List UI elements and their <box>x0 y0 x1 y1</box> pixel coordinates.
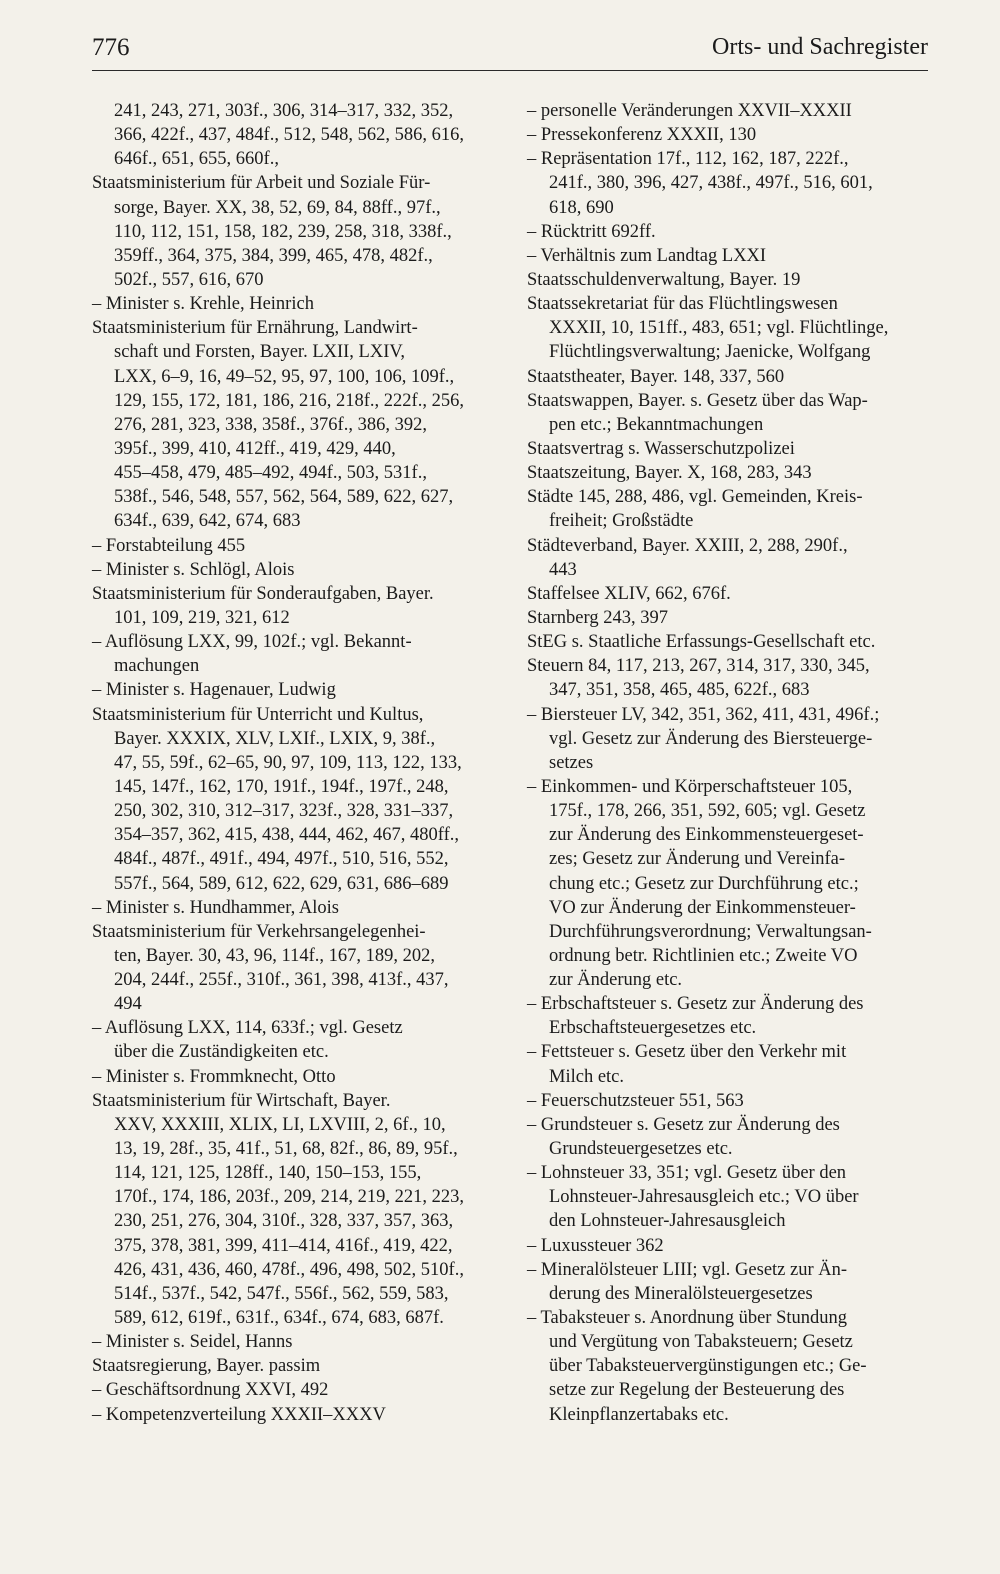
index-subentry: – Geschäftsordnung XXVI, 492 <box>92 1380 329 1401</box>
index-subentry: – Pressekonferenz XXXII, 130 <box>527 125 757 146</box>
index-continuation-line: 241, 243, 271, 303f., 306, 314–317, 332, 352, <box>114 101 454 121</box>
index-continuation-line: 395f., 399, 410, 412ff., 419, 429, 440, <box>114 438 396 459</box>
index-continuation-line: 13, 19, 28f., 35, 41f., 51, 68, 82f., 86, 89, 95f., <box>114 1139 458 1160</box>
index-continuation-line: 347, 351, 358, 465, 485, 622f., 683 <box>549 680 810 701</box>
index-subentry: – Einkommen- und Körperschaftsteuer 105, <box>527 776 853 797</box>
index-subentry: – Grundsteuer s. Gesetz zur Änderung des <box>527 1114 840 1135</box>
index-column-left <box>92 99 492 1427</box>
index-entry: Staatsministerium für Sonderaufgaben, Bayer. <box>92 583 434 604</box>
running-title: Orts- und Sachregister <box>712 34 928 60</box>
index-continuation-line: 589, 612, 619f., 631f., 634f., 674, 683, 687f. <box>114 1308 444 1329</box>
index-continuation-line: XXXII, 10, 151ff., 483, 651; vgl. Flüchtlinge, <box>549 318 889 339</box>
index-continuation-line: ten, Bayer. 30, 43, 96, 114f., 167, 189, 202, <box>114 945 435 966</box>
index-entry: Staatsvertrag s. Wasserschutzpolizei <box>527 438 795 459</box>
index-continuation-line: 170f., 174, 186, 203f., 209, 214, 219, 221, 223, <box>114 1187 464 1208</box>
index-subentry: – Minister s. Krehle, Heinrich <box>92 294 314 315</box>
index-continuation-line: Flüchtlingsverwaltung; Jaenicke, Wolfgang <box>549 342 871 363</box>
index-continuation-line: 250, 302, 310, 312–317, 323f., 328, 331–337, <box>114 801 454 822</box>
index-continuation-line: 204, 244f., 255f., 310f., 361, 398, 413f., 437, <box>114 970 449 991</box>
index-continuation-line: Bayer. XXXIX, XLV, LXIf., LXIX, 9, 38f., <box>114 728 436 749</box>
index-continuation-line: 557f., 564, 589, 612, 622, 629, 631, 686–689 <box>114 873 449 894</box>
index-continuation-line: 375, 378, 381, 399, 411–414, 416f., 419, 422, <box>114 1235 453 1256</box>
index-entry: Staatswappen, Bayer. s. Gesetz über das Wap- <box>527 390 868 411</box>
index-continuation-line: 47, 55, 59f., 62–65, 90, 97, 109, 113, 122, 133, <box>114 752 462 773</box>
index-continuation-line: 538f., 546, 548, 557, 562, 564, 589, 622, 627, <box>114 487 454 508</box>
page-number: 776 <box>92 34 130 61</box>
index-continuation-line: 634f., 639, 642, 674, 683 <box>114 511 301 532</box>
index-entry: Staatsministerium für Unterricht und Kultus, <box>92 704 424 725</box>
index-continuation-line: derung des Mineralölsteuergesetzes <box>549 1283 813 1304</box>
index-continuation-line: den Lohnsteuer-Jahresausgleich <box>549 1211 786 1232</box>
index-entry: Staatssekretariat für das Flüchtlingswesen <box>527 294 838 315</box>
index-continuation-line: chung etc.; Gesetz zur Durchführung etc.; <box>549 873 859 894</box>
index-subentry: – Kompetenzverteilung XXXII–XXXV <box>92 1404 386 1425</box>
index-continuation-line: 494 <box>114 994 142 1015</box>
index-entry: Staatsministerium für Ernährung, Landwirt- <box>92 318 418 339</box>
page-header <box>92 34 928 71</box>
index-subentry: – Forstabteilung 455 <box>92 535 246 556</box>
index-continuation-line: sorge, Bayer. XX, 38, 52, 69, 84, 88ff., 97f., <box>114 197 441 218</box>
index-continuation-line: 241f., 380, 396, 427, 438f., 497f., 516, 601, <box>549 173 873 194</box>
index-entry: Steuern 84, 117, 213, 267, 314, 317, 330, 345, <box>527 656 870 677</box>
index-subentry: – Feuerschutzsteuer 551, 563 <box>527 1090 744 1111</box>
index-continuation-line: VO zur Änderung der Einkommensteuer- <box>549 897 856 918</box>
index-column-right <box>527 99 937 1427</box>
index-continuation-line: 101, 109, 219, 321, 612 <box>114 607 290 628</box>
index-continuation-line: 110, 112, 151, 158, 182, 239, 258, 318, 338f., <box>114 221 452 242</box>
index-subentry: – Repräsentation 17f., 112, 162, 187, 222f., <box>527 149 849 170</box>
index-continuation-line: zur Änderung etc. <box>549 970 683 991</box>
index-subentry: – Lohnsteuer 33, 351; vgl. Gesetz über den <box>527 1163 847 1184</box>
index-continuation-line: 443 <box>549 559 577 580</box>
index-continuation-line: XXV, XXXIII, XLIX, LI, LXVIII, 2, 6f., 10, <box>114 1114 446 1135</box>
index-entry: Staatsministerium für Arbeit und Soziale Für- <box>92 173 431 194</box>
index-subentry: – Minister s. Seidel, Hanns <box>92 1332 293 1353</box>
index-subentry: – Minister s. Schlögl, Alois <box>92 559 295 580</box>
index-subentry: – Auflösung LXX, 114, 633f.; vgl. Gesetz <box>92 1018 403 1039</box>
index-subentry: – Minister s. Hagenauer, Ludwig <box>92 680 336 701</box>
index-continuation-line: LXX, 6–9, 16, 49–52, 95, 97, 100, 106, 109f., <box>114 366 455 387</box>
index-entry: Städte 145, 288, 486, vgl. Gemeinden, Kreis- <box>527 487 863 508</box>
index-continuation-line: 502f., 557, 616, 670 <box>114 269 264 290</box>
index-entry: StEG s. Staatliche Erfassungs-Gesellschaft etc. <box>527 632 876 653</box>
index-continuation-line: setzes <box>549 752 594 773</box>
index-continuation-line: 484f., 487f., 491f., 494, 497f., 510, 516, 552, <box>114 849 449 870</box>
index-continuation-line: Lohnsteuer-Jahresausgleich etc.; VO über <box>549 1187 859 1208</box>
index-entry: Staatstheater, Bayer. 148, 337, 560 <box>527 366 785 387</box>
index-continuation-line: machungen <box>114 656 200 677</box>
index-entry: Staatsregierung, Bayer. passim <box>92 1356 321 1377</box>
index-continuation-line: 354–357, 362, 415, 438, 444, 462, 467, 480ff., <box>114 825 459 846</box>
index-continuation-line: Milch etc. <box>549 1066 625 1087</box>
index-subentry: – Mineralölsteuer LIII; vgl. Gesetz zur Än- <box>527 1259 848 1280</box>
index-continuation-line: 426, 431, 436, 460, 478f., 496, 498, 502, 510f., <box>114 1259 464 1280</box>
index-continuation-line: Erbschaftsteuergesetzes etc. <box>549 1018 757 1039</box>
index-continuation-line: Kleinpflanzertabaks etc. <box>549 1404 729 1425</box>
index-continuation-line: 230, 251, 276, 304, 310f., 328, 337, 357, 363, <box>114 1211 454 1232</box>
index-continuation-line: über die Zuständigkeiten etc. <box>114 1042 329 1063</box>
index-subentry: – personelle Veränderungen XXVII–XXXII <box>527 101 852 121</box>
index-continuation-line: freiheit; Großstädte <box>549 511 694 532</box>
index-continuation-line: 114, 121, 125, 128ff., 140, 150–153, 155, <box>114 1163 422 1184</box>
index-subentry: – Minister s. Hundhammer, Alois <box>92 897 339 918</box>
index-continuation-line: 455–458, 479, 485–492, 494f., 503, 531f., <box>114 463 427 484</box>
index-subentry: – Fettsteuer s. Gesetz über den Verkehr mit <box>527 1042 847 1063</box>
index-continuation-line: vgl. Gesetz zur Änderung des Biersteuerge- <box>549 728 873 749</box>
index-continuation-line: 175f., 178, 266, 351, 592, 605; vgl. Gesetz <box>549 801 866 822</box>
index-continuation-line: Durchführungsverordnung; Verwaltungsan- <box>549 921 872 942</box>
index-subentry: – Luxussteuer 362 <box>527 1235 664 1256</box>
index-subentry: – Biersteuer LV, 342, 351, 362, 411, 431, 496f.; <box>527 704 880 725</box>
index-entry: Städteverband, Bayer. XXIII, 2, 288, 290f., <box>527 535 848 556</box>
index-subentry: – Verhältnis zum Landtag LXXI <box>527 245 767 266</box>
index-continuation-line: 129, 155, 172, 181, 186, 216, 218f., 222f., 256, <box>114 390 464 411</box>
index-continuation-line: zes; Gesetz zur Änderung und Vereinfa- <box>549 849 846 870</box>
index-continuation-line: Grundsteuergesetzes etc. <box>549 1139 733 1160</box>
index-continuation-line: schaft und Forsten, Bayer. LXII, LXIV, <box>114 342 405 363</box>
index-continuation-line: 514f., 537f., 542, 547f., 556f., 562, 559, 583, <box>114 1283 449 1304</box>
index-continuation-line: setze zur Regelung der Besteuerung des <box>549 1380 845 1401</box>
index-entry: Starnberg 243, 397 <box>527 607 668 628</box>
index-continuation-line: und Vergütung von Tabaksteuern; Gesetz <box>549 1332 853 1353</box>
index-continuation-line: 145, 147f., 162, 170, 191f., 194f., 197f., 248, <box>114 776 449 797</box>
index-entry: Staatsschuldenverwaltung, Bayer. 19 <box>527 269 801 290</box>
index-subentry: – Erbschaftsteuer s. Gesetz zur Änderung des <box>527 994 864 1015</box>
index-continuation-line: pen etc.; Bekanntmachungen <box>549 414 764 435</box>
index-continuation-line: zur Änderung des Einkommensteuergeset- <box>549 825 864 846</box>
index-continuation-line: 359ff., 364, 375, 384, 399, 465, 478, 482f., <box>114 245 433 266</box>
index-subentry: – Tabaksteuer s. Anordnung über Stundung <box>527 1308 848 1329</box>
index-entry: Staffelsee XLIV, 662, 676f. <box>527 583 731 604</box>
index-continuation-line: 646f., 651, 655, 660f., <box>114 149 279 170</box>
index-continuation-line: 366, 422f., 437, 484f., 512, 548, 562, 586, 616, <box>114 125 464 146</box>
index-entry: Staatsministerium für Verkehrsangelegenhei- <box>92 921 426 942</box>
index-subentry: – Auflösung LXX, 99, 102f.; vgl. Bekannt- <box>92 632 412 653</box>
index-continuation-line: über Tabaksteuervergünstigungen etc.; Ge- <box>549 1356 867 1377</box>
index-entry: Staatsministerium für Wirtschaft, Bayer. <box>92 1090 391 1111</box>
index-entry: Staatszeitung, Bayer. X, 168, 283, 343 <box>527 463 812 484</box>
index-continuation-line: 618, 690 <box>549 197 614 218</box>
index-subentry: – Rücktritt 692ff. <box>527 221 656 242</box>
index-continuation-line: 276, 281, 323, 338, 358f., 376f., 386, 392, <box>114 414 427 435</box>
index-subentry: – Minister s. Frommknecht, Otto <box>92 1066 336 1087</box>
index-continuation-line: ordnung betr. Richtlinien etc.; Zweite VO <box>549 945 858 966</box>
